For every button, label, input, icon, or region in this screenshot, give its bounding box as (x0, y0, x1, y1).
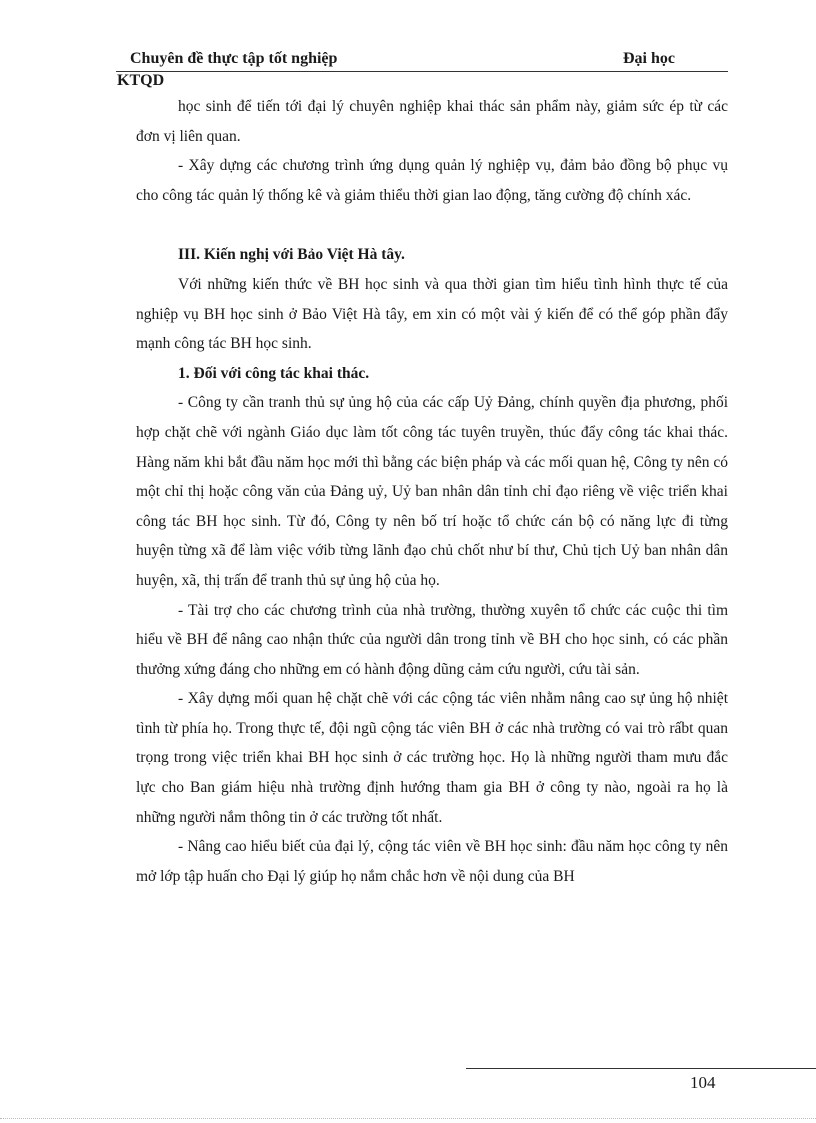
section-heading: III. Kiến nghị với Bảo Việt Hà tây. (178, 246, 405, 264)
header-title-left: Chuyên đề thực tập tốt nghiệp (130, 50, 338, 67)
header-rule (116, 71, 728, 72)
paragraph: Với những kiến thức về BH học sinh và qua thời gian tìm hiểu tình hình thực tế của nghiệp vụ BH học sinh ở Bảo Việt Hà tây, em xin có một vài ý kiến để có thể góp phần đẩy mạnh công tác BH học sinh. (136, 275, 728, 353)
page-number: 104 (690, 1073, 716, 1092)
spacer (136, 210, 728, 240)
footer-rule (466, 1068, 816, 1069)
subsection-heading: 1. Đối với công tác khai thác. (178, 364, 370, 382)
header-title-right: Đại học (623, 50, 675, 67)
paragraph: học sinh để tiến tới đại lý chuyên nghiệp khai thác sản phẩm này, giảm sức ép từ các đơn vị liên quan. (136, 98, 728, 145)
paragraph: - Công ty cần tranh thủ sự ủng hộ của các cấp Uỷ Đảng, chính quyền địa phương, phối hợp chặt chẽ với ngành Giáo dục làm tốt công tác tuyên truyền, thúc đẩy công tác khai thác. Hàng năm khi bắt đầu năm học mới thì bằng các biện pháp và các mối quan hệ, Công ty nên có một chỉ thị hoặc công văn của Đảng uỷ, Uỷ ban nhân dân tỉnh chỉ đạo riêng về việc triển khai công tác BH học sinh. Từ đó, Công ty nên bố trí hoặc tổ chức cán bộ có năng lực đi từng huyện từng xã để làm việc vớib từng lãnh đạo chủ chốt như bí thư, Chủ tịch Uỷ ban nhân dân huyện, xã, thị trấn để tranh thủ sự ủng hộ của họ. (136, 394, 728, 589)
body-text (136, 92, 728, 891)
paragraph: - Xây dựng các chương trình ứng dụng quản lý nghiệp vụ, đảm bảo đồng bộ phục vụ cho công tác quản lý thống kê và giảm thiểu thời gian lao động, tăng cường độ chính xác. (136, 157, 728, 204)
paragraph: - Nâng cao hiểu biết của đại lý, cộng tác viên về BH học sinh: đầu năm học công ty nên mở lớp tập huấn cho Đại lý giúp họ nắm chắc hơn về nội dung của BH (136, 838, 728, 885)
header-title-cont: KTQD (117, 72, 165, 89)
paragraph: - Xây dựng mối quan hệ chặt chẽ với các cộng tác viên nhằm nâng cao sự ủng hộ nhiệt tình từ phía họ. Trong thực tế, đội ngũ cộng tác viên BH ở các nhà trường có vai trò rấbt quan trọng trong việc triển khai BH học sinh ở các trường học. Họ là những người tham mưu đắc lực cho Ban giám hiệu nhà trường định hướng tham gia BH ở công ty nào, ngoài ra họ là những người nắm thông tin ở các trường tốt nhất. (136, 690, 728, 826)
paragraph: - Tài trợ cho các chương trình của nhà trường, thường xuyên tổ chức các cuộc thi tìm hiểu về BH để nâng cao nhận thức của người dân trong tỉnh về BH cho học sinh, có các phần thưởng xứng đáng cho những em có hành động dũng cảm cứu người, cứu tài sản. (136, 601, 728, 678)
page-bottom-border (0, 1118, 816, 1119)
